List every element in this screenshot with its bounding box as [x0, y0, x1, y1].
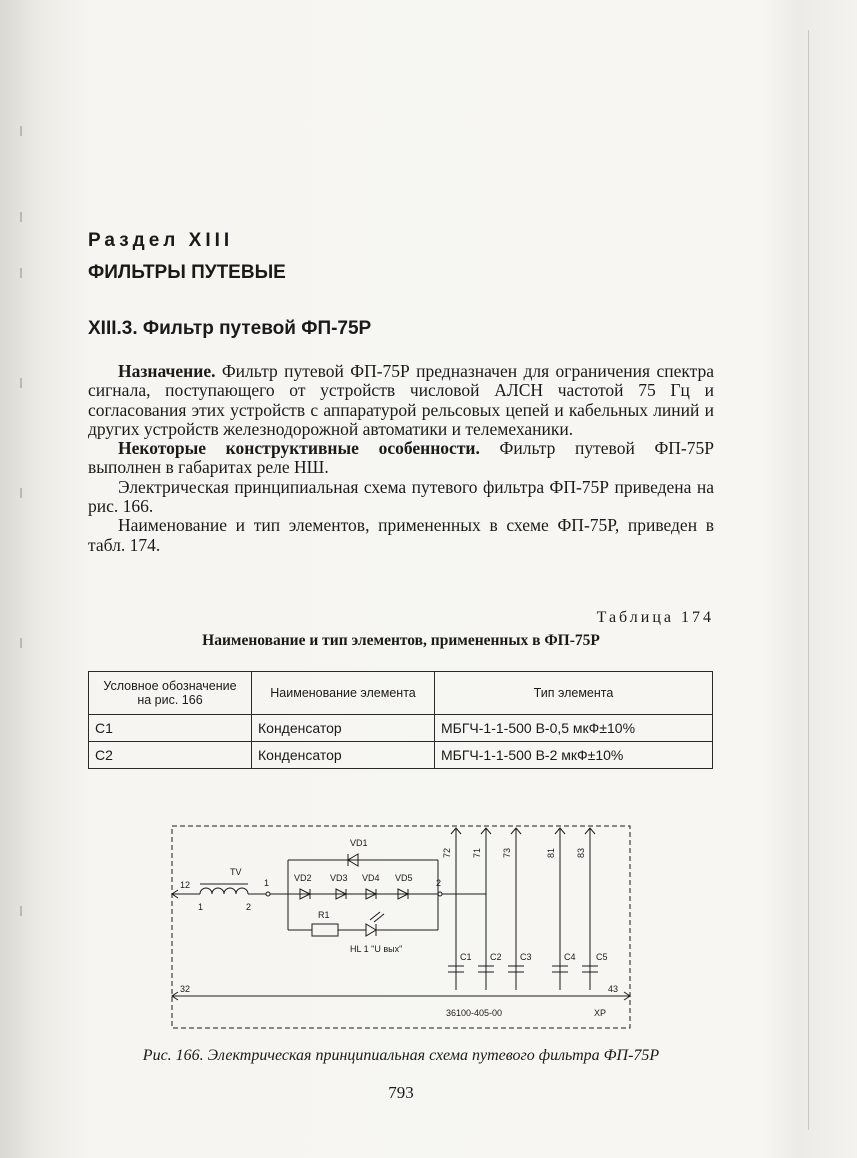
label-pin-81: 81 [546, 847, 556, 858]
paragraph-text: Наименование и тип элементов, примененных в схеме ФП-75Р, приведен в табл. 174. [88, 515, 714, 555]
paragraph-text: Фильтр путевой ФП-75Р выполнен в габаритах реле НШ. [88, 438, 714, 478]
label-pin-73: 73 [502, 847, 512, 858]
transformer-coil [200, 888, 248, 894]
table-row [89, 742, 713, 769]
label-vd2: VD2 [294, 873, 312, 883]
section-title: ФИЛЬТРЫ ПУТЕВЫЕ [88, 262, 286, 283]
paragraph-text: Электрическая принципиальная схема путевого фильтра ФП-75Р приведена на рис. 166. [88, 476, 714, 517]
label-node: 1 [198, 902, 204, 912]
table-cell: Конденсатор [252, 715, 435, 742]
table-row [89, 715, 713, 742]
section-label: Раздел XIII [88, 230, 234, 251]
paragraph-table-ref [88, 516, 714, 555]
margin-mark [20, 638, 22, 648]
table-caption: Наименование и тип элементов, примененных в ФП-75Р [202, 632, 600, 649]
figure-caption: Рис. 166. Электрическая принципиальная схема путевого фильтра ФП-75Р [142, 1047, 660, 1064]
led-hl1 [366, 924, 376, 936]
column-header: Условное обозначение на рис. 166 [89, 672, 252, 715]
column-header: Тип элемента [435, 672, 713, 715]
label-node: 1 [264, 878, 270, 888]
subsection-title: XIII.3. Фильтр путевой ФП-75Р [88, 318, 372, 339]
label-c1: C1 [460, 952, 472, 962]
table-cell: С2 [89, 742, 252, 769]
margin-mark [20, 268, 22, 278]
table-cell: МБГЧ-1-1-500 В-2 мкФ±10% [435, 742, 713, 769]
paragraph-lead: Назначение. [118, 361, 216, 381]
margin-mark [20, 126, 22, 136]
label-hl1: HL 1 "U вых" [350, 944, 403, 954]
label-terminal-12: 12 [180, 880, 191, 890]
elements-table [88, 671, 713, 769]
table-cell: МБГЧ-1-1-500 В-0,5 мкФ±10% [435, 715, 713, 742]
table-header-row [89, 672, 713, 715]
label-vd5: VD5 [395, 873, 413, 883]
page-edge-line [808, 30, 809, 1130]
schematic-outline [172, 826, 630, 1028]
body-text [88, 362, 714, 555]
table-number: Таблица 174 [596, 609, 714, 626]
paragraph-purpose [88, 362, 714, 439]
label-vd1: VD1 [350, 838, 368, 848]
margin-mark [20, 488, 22, 498]
label-c3: C3 [520, 952, 532, 962]
column-header: Наименование элемента [252, 672, 435, 715]
paragraph-lead: Некоторые конструктивные особенности. [118, 438, 480, 459]
margin-mark [20, 212, 22, 222]
paragraph-design [88, 439, 714, 478]
label-c2: C2 [490, 952, 502, 962]
margin-mark [20, 378, 22, 388]
terminal-node [438, 892, 442, 896]
table-cell: С1 [89, 715, 252, 742]
label-block-id: 36100-405-00 [446, 1008, 503, 1018]
label-pin-71: 71 [472, 847, 482, 858]
table-cell: Конденсатор [252, 742, 435, 769]
page-number: 793 [388, 1083, 414, 1102]
label-pin-83: 83 [576, 847, 586, 858]
label-terminal-32: 32 [180, 984, 191, 994]
label-connector-xp: XP [594, 1008, 607, 1018]
label-vd3: VD3 [330, 873, 348, 883]
label-terminal-43: 43 [608, 984, 619, 994]
label-tv: TV [230, 867, 242, 877]
label-node: 2 [436, 878, 442, 888]
label-c5: C5 [596, 952, 608, 962]
terminal-node [266, 892, 270, 896]
label-vd4: VD4 [362, 873, 380, 883]
paragraph-schematic-ref [88, 478, 714, 517]
resistor-r1 [312, 924, 338, 936]
margin-mark [20, 906, 22, 916]
label-node: 2 [246, 902, 252, 912]
label-pin-72: 72 [442, 847, 452, 858]
circuit-schematic [160, 818, 636, 1036]
label-r1: R1 [318, 910, 330, 920]
label-c4: C4 [564, 952, 576, 962]
paragraph-text: Фильтр путевой ФП-75Р предназначен для ограничения спектра сигнала, поступающего от устройств числовой АЛСН частотой 75 Гц и согласования этих устройств с аппаратурой рельсовых цепей и кабельных линий и других устройств железнодорожной автоматики и телемеханики. [88, 361, 714, 439]
